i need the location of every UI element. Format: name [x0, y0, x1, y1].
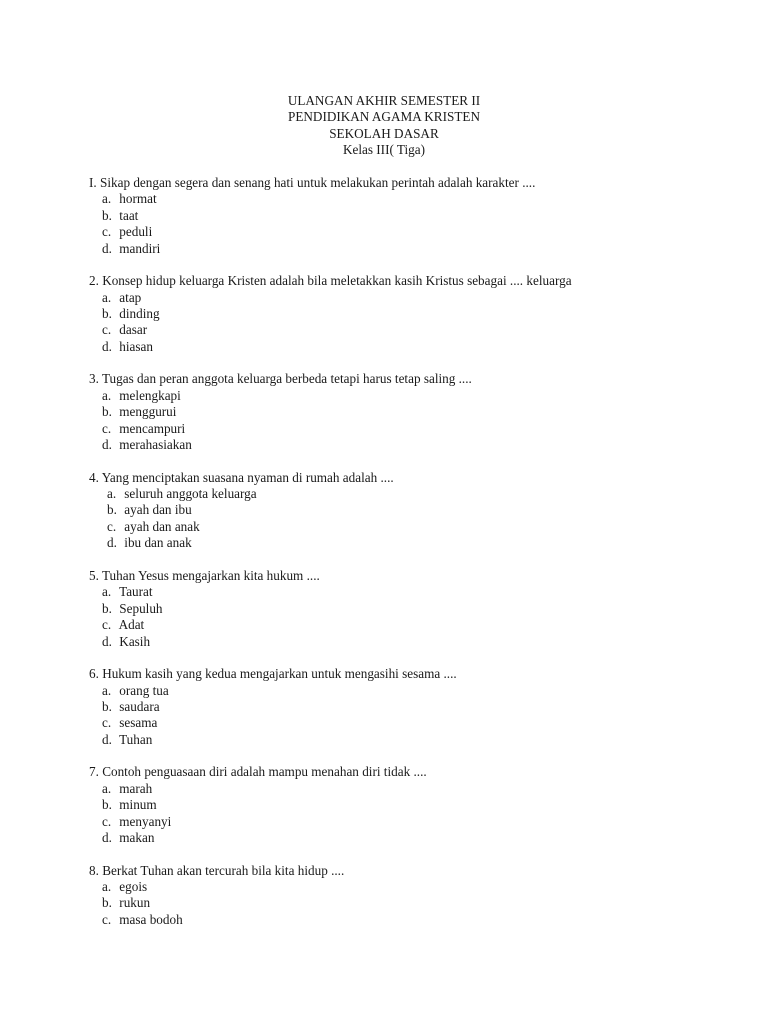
option-letter: a.	[102, 682, 112, 698]
exam-title: ULANGAN AKHIR SEMESTER II	[287, 93, 481, 108]
option-list	[89, 388, 729, 454]
option-letter: d.	[107, 535, 117, 551]
option-text: peduli	[119, 224, 153, 240]
option-text: merahasiakan	[119, 437, 192, 453]
question-prompt: Sikap dengan segera dan senang hati untuk melakukan perintah adalah karakter ....	[100, 175, 536, 190]
answer-option	[102, 732, 729, 748]
answer-option	[107, 535, 729, 551]
answer-option	[102, 437, 729, 453]
answer-option	[102, 715, 729, 731]
question-item	[89, 666, 729, 748]
answer-option	[102, 404, 729, 420]
question-prompt: Tuhan Yesus mengajarkan kita hukum ....	[101, 567, 320, 583]
option-letter: a.	[102, 584, 112, 600]
question-item	[89, 470, 729, 552]
option-text: Adat	[118, 617, 145, 633]
question-text	[89, 568, 729, 584]
option-letter: d.	[102, 240, 112, 256]
option-text: hormat	[119, 191, 157, 207]
option-letter: b.	[107, 502, 117, 518]
answer-option	[102, 388, 729, 404]
option-letter: b.	[102, 207, 112, 223]
question-number: 4.	[89, 469, 99, 485]
question-text	[89, 371, 729, 387]
option-text: melengkapi	[119, 387, 181, 403]
answer-option	[102, 191, 729, 207]
option-letter: c.	[102, 813, 112, 829]
question-text	[89, 175, 729, 191]
option-letter: c.	[102, 617, 112, 633]
option-letter: d.	[102, 731, 112, 747]
answer-option	[102, 634, 729, 650]
answer-option	[102, 781, 729, 797]
answer-option	[102, 830, 729, 846]
question-prompt: Berkat Tuhan akan tercurah bila kita hidup ....	[102, 862, 345, 878]
answer-option	[107, 502, 729, 518]
answer-option	[102, 290, 729, 306]
option-letter: b.	[102, 797, 112, 813]
option-letter: d.	[102, 633, 112, 649]
option-letter: a.	[102, 780, 112, 796]
class-label: Kelas III( Tiga)	[342, 142, 426, 158]
answer-option	[102, 617, 729, 633]
answer-option	[102, 241, 729, 257]
option-letter: c.	[102, 322, 112, 338]
option-text: taat	[119, 207, 139, 223]
option-letter: d.	[102, 829, 112, 845]
answer-option	[102, 421, 729, 437]
question-number: I.	[89, 175, 97, 190]
option-list	[89, 879, 729, 928]
question-item	[89, 371, 729, 453]
option-text: makan	[119, 829, 155, 845]
option-letter: c.	[107, 518, 117, 534]
option-letter: c.	[102, 911, 112, 927]
option-text: Kasih	[119, 633, 151, 649]
question-number: 5.	[89, 567, 99, 583]
school-level: SEKOLAH DASAR	[329, 125, 439, 141]
answer-option	[102, 912, 729, 928]
option-text: dinding	[119, 306, 160, 322]
answer-option	[102, 322, 729, 338]
exam-header	[0, 93, 768, 159]
option-letter: c.	[102, 715, 112, 731]
option-text: menggurui	[119, 404, 177, 420]
option-list	[89, 584, 729, 650]
option-text: egois	[119, 878, 148, 894]
option-list	[89, 683, 729, 749]
question-item	[89, 568, 729, 650]
question-prompt: Hukum kasih yang kedua mengajarkan untuk mengasihi sesama ....	[102, 666, 457, 682]
answer-option	[102, 699, 729, 715]
option-text: seluruh anggota keluarga	[124, 486, 257, 502]
question-prompt: Konsep hidup keluarga Kristen adalah bila meletakkan kasih Kristus sebagai .... keluarga	[102, 273, 572, 289]
answer-option	[102, 339, 729, 355]
option-text: ayah dan ibu	[124, 502, 192, 518]
subject-title: PENDIDIKAN AGAMA KRISTEN	[288, 109, 480, 125]
option-letter: b.	[102, 404, 112, 420]
option-list	[89, 191, 729, 257]
question-item	[89, 764, 729, 846]
option-letter: b.	[102, 895, 112, 911]
answer-option	[107, 486, 729, 502]
answer-option	[102, 683, 729, 699]
option-letter: d.	[102, 437, 112, 453]
option-text: menyanyi	[119, 813, 172, 829]
answer-option	[102, 879, 729, 895]
answer-option	[102, 601, 729, 617]
question-number: 7.	[89, 764, 99, 780]
answer-option	[107, 519, 729, 535]
option-letter: b.	[102, 306, 112, 322]
option-text: mandiri	[119, 240, 161, 256]
question-number: 8.	[89, 862, 99, 878]
answer-option	[102, 797, 729, 813]
question-item	[89, 175, 729, 257]
question-text	[89, 470, 729, 486]
question-list	[89, 175, 729, 944]
question-text	[89, 273, 729, 289]
option-letter: d.	[102, 338, 112, 354]
question-text	[89, 666, 729, 682]
option-text: marah	[119, 780, 153, 796]
option-letter: b.	[102, 698, 112, 714]
answer-option	[102, 895, 729, 911]
question-number: 2.	[89, 273, 99, 289]
option-letter: c.	[102, 420, 112, 436]
option-list	[89, 486, 729, 552]
option-text: saudara	[119, 698, 160, 714]
option-letter: a.	[102, 387, 112, 403]
option-text: Tuhan	[119, 731, 153, 747]
option-text: hiasan	[119, 338, 153, 354]
answer-option	[102, 306, 729, 322]
question-text	[89, 863, 729, 879]
question-prompt: Yang menciptakan suasana nyaman di rumah adalah ....	[101, 469, 394, 485]
option-text: mencampuri	[119, 420, 186, 436]
option-letter: a.	[102, 878, 112, 894]
question-item	[89, 273, 729, 355]
question-item	[89, 863, 729, 929]
option-letter: a.	[102, 191, 112, 207]
question-text	[89, 764, 729, 780]
option-text: Taurat	[119, 584, 153, 600]
question-prompt: Tugas dan peran anggota keluarga berbeda tetapi harus tetap saling ....	[101, 371, 472, 387]
question-number: 3.	[89, 371, 99, 387]
answer-option	[102, 584, 729, 600]
option-text: atap	[119, 289, 142, 305]
option-text: ayah dan anak	[124, 518, 200, 534]
answer-option	[102, 814, 729, 830]
option-text: ibu dan anak	[124, 535, 192, 551]
option-list	[89, 290, 729, 356]
option-letter: a.	[102, 289, 112, 305]
answer-option	[102, 208, 729, 224]
option-text: sesama	[119, 715, 158, 731]
option-letter: c.	[102, 224, 112, 240]
option-text: dasar	[119, 322, 148, 338]
question-number: 6.	[89, 666, 99, 682]
option-text: minum	[119, 797, 157, 813]
option-letter: b.	[102, 600, 112, 616]
option-letter: a.	[107, 486, 117, 502]
option-text: masa bodoh	[119, 911, 183, 927]
option-text: Sepuluh	[119, 600, 163, 616]
option-text: rukun	[119, 895, 151, 911]
option-list	[89, 781, 729, 847]
question-prompt: Contoh penguasaan diri adalah mampu menahan diri tidak ....	[102, 764, 427, 780]
option-text: orang tua	[119, 682, 169, 698]
answer-option	[102, 224, 729, 240]
